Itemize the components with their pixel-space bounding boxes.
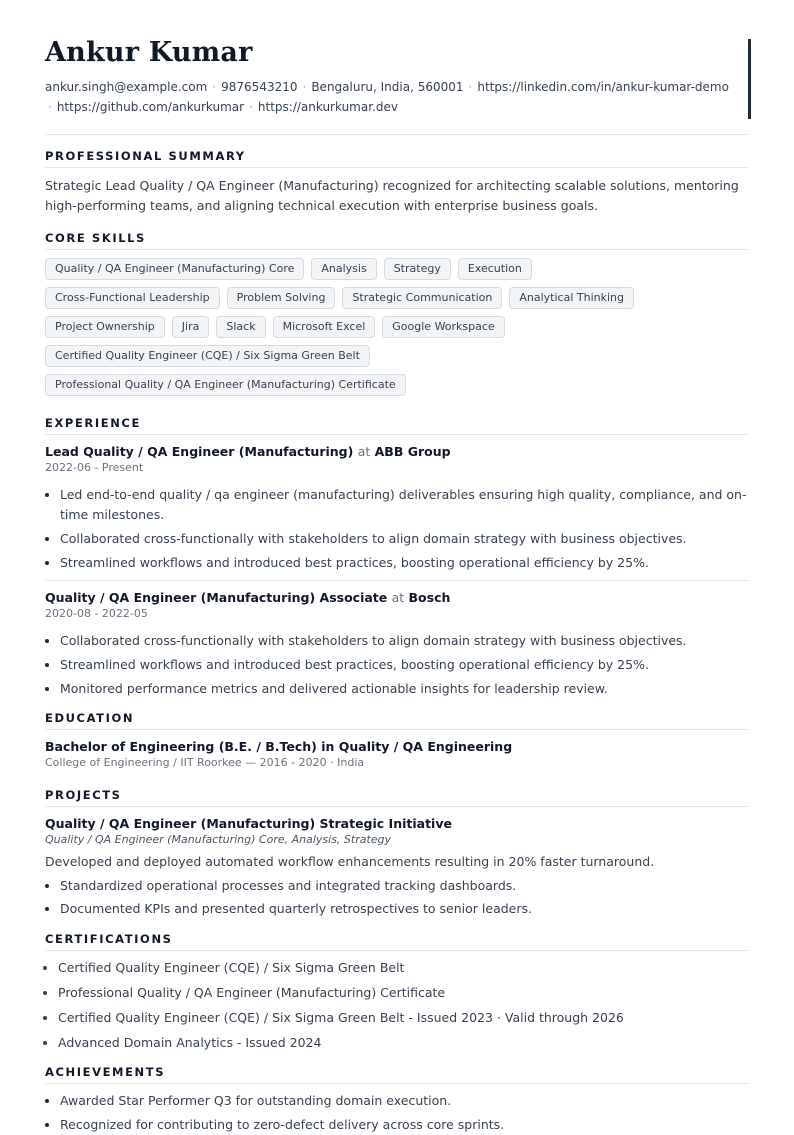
job-bullet: • Collaborated cross-functionally with stakeholders to align domain strategy with business objectives.	[60, 529, 749, 549]
contact-github: https://github.com/ankurkumar	[56, 100, 245, 114]
skill-chip: Problem Solving	[227, 287, 336, 309]
job-company: ABB Group	[374, 444, 451, 459]
job-at: at	[391, 590, 405, 605]
skill-chip: Cross-Functional Leadership	[45, 287, 220, 309]
job-entry	[45, 589, 749, 699]
education-details: College of Engineering / IIT Roorkee — 2016 - 2020 · India	[45, 756, 365, 769]
education-degree: Bachelor of Engineering (B.E. / B.Tech) in Quality / QA Engineering	[45, 739, 513, 754]
skills-list	[45, 258, 705, 396]
skill-chip: Execution	[458, 258, 532, 280]
certifications-title: CERTIFICATIONS	[45, 932, 749, 951]
certification-item: • Certified Quality Engineer (CQE) / Six Sigma Green Belt	[58, 958, 749, 978]
header-divider	[45, 134, 749, 135]
summary-text: Strategic Lead Quality / QA Engineer (Manufacturing) recognized for architecting scalable solutions, mentoring high-performing teams, and aligning technical execution with enterprise business goals.	[45, 178, 739, 213]
skill-chip: Analytical Thinking	[509, 287, 634, 309]
skill-chip: Jira	[172, 316, 210, 338]
job-entry	[45, 443, 749, 581]
skill-chip: Microsoft Excel	[273, 316, 376, 338]
job-bullet: • Monitored performance metrics and delivered actionable insights for leadership review.	[60, 679, 749, 699]
summary-title: PROFESSIONAL SUMMARY	[45, 149, 749, 168]
contact-separator: ·	[249, 100, 253, 114]
achievement-item: • Awarded Star Performer Q3 for outstanding domain execution.	[60, 1091, 749, 1111]
job-dates: 2020-08 - 2022-05	[45, 607, 148, 620]
job-heading	[45, 589, 749, 606]
education-title: EDUCATION	[45, 711, 749, 730]
experience-section	[45, 416, 749, 699]
certifications-list	[45, 958, 749, 1053]
achievements-section	[45, 1065, 749, 1135]
job-role: Quality / QA Engineer (Manufacturing) Associate	[45, 590, 388, 605]
contact-separator: ·	[468, 80, 473, 94]
project-description: Developed and deployed automated workflow enhancements resulting in 20% faster turnaround.	[45, 854, 655, 869]
project-name: Quality / QA Engineer (Manufacturing) Strategic Initiative	[45, 816, 452, 831]
job-bullet: • Streamlined workflows and introduced best practices, boosting operational efficiency by 25%.	[60, 655, 749, 675]
job-dates: 2022-06 - Present	[45, 461, 144, 474]
job-role: Lead Quality / QA Engineer (Manufacturing)	[45, 444, 354, 459]
skill-chip: Strategy	[384, 258, 451, 280]
skill-chip: Project Ownership	[45, 316, 165, 338]
skill-chip: Certified Quality Engineer (CQE) / Six Sigma Green Belt	[45, 345, 370, 367]
job-bullets	[45, 485, 749, 573]
project-bullet: • Documented KPIs and presented quarterly retrospectives to senior leaders.	[60, 899, 749, 919]
skill-chip: Analysis	[311, 258, 376, 280]
contact-separator: ·	[212, 80, 217, 94]
certification-item: • Certified Quality Engineer (CQE) / Six Sigma Green Belt - Issued 2023 · Valid through 2026	[58, 1008, 749, 1028]
achievements-list	[45, 1091, 749, 1135]
contact-separator: ·	[302, 80, 307, 94]
certification-item: • Professional Quality / QA Engineer (Manufacturing) Certificate	[58, 983, 749, 1003]
contact-separator: ·	[48, 100, 52, 114]
achievement-item: • Recognized for contributing to zero-defect delivery across core sprints.	[60, 1115, 749, 1135]
project-tech: Quality / QA Engineer (Manufacturing) Core, Analysis, Strategy	[45, 833, 392, 846]
skills-title: CORE SKILLS	[45, 231, 749, 250]
job-heading	[45, 443, 749, 460]
skill-chip: Quality / QA Engineer (Manufacturing) Core	[45, 258, 304, 280]
contact-website: https://ankurkumar.dev	[257, 100, 398, 114]
skill-chip: Slack	[216, 316, 265, 338]
project-bullets	[45, 876, 749, 919]
skill-chip: Google Workspace	[382, 316, 504, 338]
experience-title: EXPERIENCE	[45, 416, 749, 435]
contact-line-1	[45, 77, 729, 97]
skill-chip: Strategic Communication	[342, 287, 502, 309]
projects-title: PROJECTS	[45, 788, 749, 807]
job-bullet: • Collaborated cross-functionally with stakeholders to align domain strategy with business objectives.	[60, 631, 749, 651]
skills-section	[45, 231, 749, 396]
job-bullet: • Led end-to-end quality / qa engineer (manufacturing) deliverables ensuring high quality, compliance, and on-time milestones.	[60, 485, 749, 525]
certification-item: • Advanced Domain Analytics - Issued 2024	[58, 1033, 749, 1053]
header-accent-bar	[748, 39, 751, 119]
job-at: at	[357, 444, 371, 459]
job-divider	[45, 580, 749, 581]
candidate-name: Ankur Kumar	[45, 37, 253, 68]
contact-phone: 9876543210	[221, 80, 298, 94]
contact-line-2	[45, 97, 729, 117]
resume-header	[45, 36, 749, 117]
certifications-section	[45, 932, 749, 1053]
contact-linkedin: https://linkedin.com/in/ankur-kumar-demo	[477, 80, 729, 94]
summary-section	[45, 149, 749, 216]
skill-chip: Professional Quality / QA Engineer (Manufacturing) Certificate	[45, 374, 406, 396]
achievements-title: ACHIEVEMENTS	[45, 1065, 749, 1084]
job-bullets	[45, 631, 749, 699]
job-company: Bosch	[408, 590, 451, 605]
education-section	[45, 711, 749, 771]
contact-location: Bengaluru, India, 560001	[311, 80, 464, 94]
contact-email: ankur.singh@example.com	[45, 80, 208, 94]
projects-section	[45, 788, 749, 919]
project-bullet: • Standardized operational processes and integrated tracking dashboards.	[60, 876, 749, 896]
job-bullet: • Streamlined workflows and introduced best practices, boosting operational efficiency by 25%.	[60, 553, 749, 573]
